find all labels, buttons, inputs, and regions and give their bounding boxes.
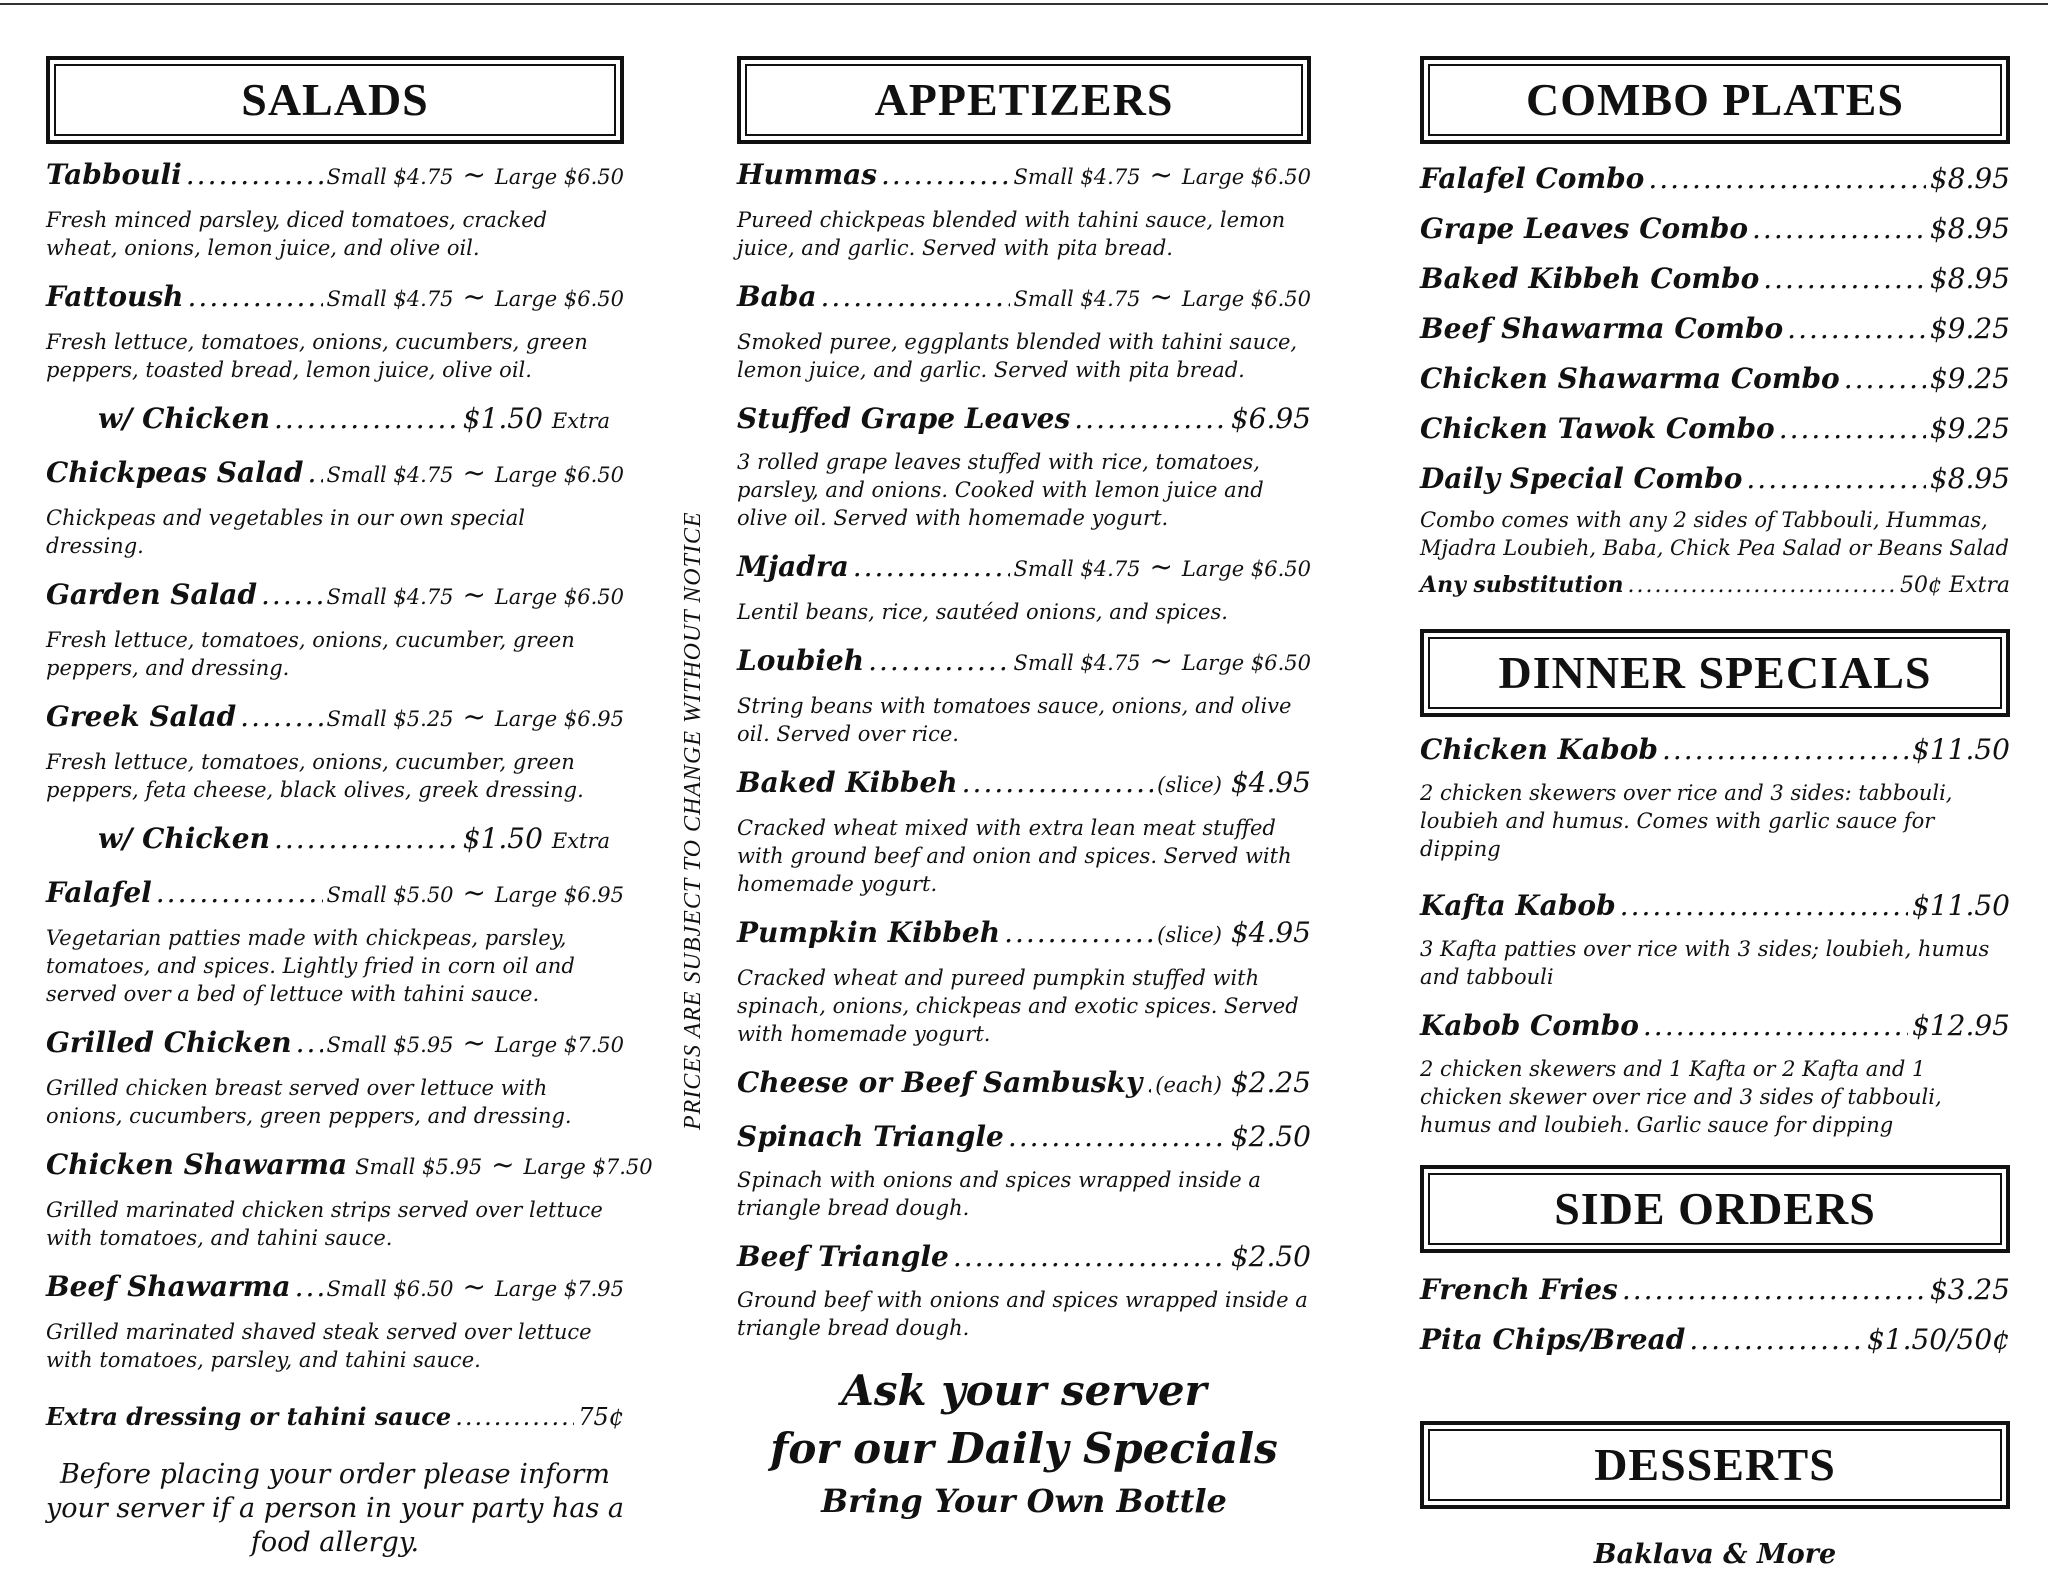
item-name: Chickpeas Salad: [46, 456, 304, 489]
item-price: $8.95: [1929, 262, 2010, 295]
item-price: $2.50: [1230, 1240, 1311, 1273]
combo-item: [1420, 304, 2010, 354]
item-name: Baked Kibbeh Combo: [1420, 262, 1760, 295]
price-unit: (slice): [1157, 773, 1222, 797]
combo-heading: COMBO PLATES: [1428, 64, 2002, 136]
price-small: Small $4.75: [326, 287, 454, 311]
item-description: Cracked wheat and pureed pumpkin stuffed with spinach, onions, chickpeas and exotic spices. Served with homemade yogurt.: [737, 966, 1299, 1046]
item-name: w/ Chicken: [98, 402, 270, 435]
price-small: Small $4.75: [1013, 287, 1141, 311]
item-name: Any substitution: [1420, 572, 1624, 598]
sides-heading: SIDE ORDERS: [1428, 1173, 2002, 1245]
appetizers-heading-box: [737, 56, 1311, 144]
price-separator: ~: [462, 700, 486, 733]
item-name: Daily Special Combo: [1420, 462, 1743, 495]
item-name: Hummas: [737, 158, 877, 191]
price-large: Large $6.50: [1181, 557, 1311, 581]
appetizer-item: [737, 644, 1311, 748]
extra-dressing: [46, 1400, 624, 1434]
appetizer-item: [737, 1120, 1311, 1222]
salads-column: [46, 56, 653, 1434]
substitution-row: [1420, 568, 2010, 603]
combo-item: [1420, 154, 2010, 204]
item-description: Fresh lettuce, tomatoes, onions, cucumber, green peppers, feta cheese, black olives, greek dressing.: [46, 750, 584, 802]
price-large: Large $7.50: [523, 1155, 653, 1179]
allergy-note: Before placing your order please inform your server if a person in your party has a food allergy.: [46, 1459, 624, 1558]
desserts-note: Baklava & More: [1593, 1539, 1837, 1570]
item-price: $1.50: [462, 822, 543, 855]
combo-heading-box: [1420, 56, 2010, 144]
item-description: Chickpeas and vegetables in our own special dressing.: [46, 506, 525, 558]
item-description: 2 chicken skewers over rice and 3 sides: tabbouli, loubieh and humus. Comes with garlic sauce for dipping: [1420, 781, 1953, 861]
combo-list: [1420, 154, 2010, 504]
item-description: Lentil beans, rice, sautéed onions, and spices.: [737, 600, 1228, 624]
item-price: $4.95: [1230, 916, 1311, 949]
price-separator: ~: [491, 1148, 515, 1181]
item-name: Beef Shawarma Combo: [1420, 312, 1784, 345]
item-price: $11.50: [1912, 889, 2010, 922]
item-name: Kafta Kabob: [1420, 889, 1616, 922]
price-unit: (each): [1155, 1073, 1222, 1097]
salad-item: [46, 280, 624, 384]
combo-note: Combo comes with any 2 sides of Tabbouli, Hummas, Mjadra Loubieh, Baba, Chick Pea Salad or Beans Salad: [1420, 508, 2009, 560]
appetizer-item: [737, 1066, 1311, 1102]
price-small: Small $5.95: [355, 1155, 483, 1179]
item-description: 2 chicken skewers and 1 Kafta or 2 Kafta and 1 chicken skewer over rice and 3 sides of tabbouli, humus and loubieh. Garlic sauce for dipping: [1420, 1057, 1942, 1137]
item-price: $1.50/50¢: [1866, 1323, 2010, 1356]
combo-item: [1420, 204, 2010, 254]
item-description: Grilled chicken breast served over lettuce with onions, cucumbers, green peppers, and dressing.: [46, 1076, 572, 1128]
item-price: $9.25: [1929, 362, 2010, 395]
price-large: Large $6.95: [494, 707, 624, 731]
salad-addon: [46, 822, 624, 858]
item-description: Fresh lettuce, tomatoes, onions, cucumber, green peppers, and dressing.: [46, 628, 575, 680]
price-unit: (slice): [1157, 923, 1222, 947]
item-description: Vegetarian patties made with chickpeas, parsley, tomatoes, and spices. Lightly fried in corn oil and served over a bed of lettuce with tahini sauce.: [46, 926, 575, 1006]
item-name: Mjadra: [737, 550, 849, 583]
item-description: Grilled marinated shaved steak served over lettuce with tomatoes, parsley, and tahini sauce.: [46, 1320, 592, 1372]
price-large: Large $6.50: [494, 585, 624, 609]
price-small: Small $4.75: [326, 585, 454, 609]
item-description: Cracked wheat mixed with extra lean meat stuffed with ground beef and onion and spices. Served with homemade yogurt.: [737, 816, 1292, 896]
side-item: [1420, 1265, 2010, 1315]
item-description: Fresh lettuce, tomatoes, onions, cucumbers, green peppers, toasted bread, lemon juice, olive oil.: [46, 330, 588, 382]
salad-item: [46, 1270, 624, 1374]
item-price: 50¢: [1900, 573, 1943, 598]
item-price: $1.50: [462, 402, 543, 435]
combo-item: [1420, 454, 2010, 504]
item-name: Stuffed Grape Leaves: [737, 402, 1071, 435]
extra-label: Extra: [1949, 573, 2010, 598]
price-small: Small $6.50: [326, 1277, 454, 1301]
salad-item: [46, 1026, 624, 1130]
item-name: Spinach Triangle: [737, 1120, 1004, 1153]
salad-item: [46, 456, 624, 560]
byob-note: Bring Your Own Bottle: [821, 1482, 1227, 1520]
item-price: $2.25: [1230, 1066, 1311, 1099]
price-small: Small $4.75: [326, 463, 454, 487]
item-price: $2.50: [1230, 1120, 1311, 1153]
item-price: $8.95: [1929, 212, 2010, 245]
item-name: Extra dressing or tahini sauce: [46, 1402, 452, 1431]
appetizers-heading: APPETIZERS: [745, 64, 1303, 136]
appetizers-column: [737, 56, 1311, 1524]
price-large: Large $6.50: [494, 287, 624, 311]
dinner-item: [1420, 889, 2010, 991]
daily-specials-line2: for our Daily Specials: [770, 1424, 1278, 1473]
item-description: Ground beef with onions and spices wrapped inside a triangle bread dough.: [737, 1288, 1308, 1340]
side-item: [1420, 1315, 2010, 1365]
price-separator: ~: [1149, 550, 1173, 583]
item-price: $8.95: [1929, 162, 2010, 195]
item-name: French Fries: [1420, 1273, 1618, 1306]
item-description: Grilled marinated chicken strips served over lettuce with tomatoes, and tahini sauce.: [46, 1198, 603, 1250]
price-small: Small $5.25: [326, 707, 454, 731]
price-separator: ~: [462, 876, 486, 909]
price-separator: ~: [1149, 158, 1173, 191]
item-description: Spinach with onions and spices wrapped inside a triangle bread dough.: [737, 1168, 1261, 1220]
item-name: Falafel Combo: [1420, 162, 1645, 195]
appetizer-item: [737, 280, 1311, 384]
price-separator: ~: [1149, 280, 1173, 313]
price-small: Small $4.75: [1013, 165, 1141, 189]
dinner-heading: DINNER SPECIALS: [1428, 637, 2002, 709]
item-description: Fresh minced parsley, diced tomatoes, cracked wheat, onions, lemon juice, and olive oil.: [46, 208, 548, 260]
item-price: $6.95: [1230, 402, 1311, 435]
price-separator: ~: [462, 1026, 486, 1059]
daily-specials-line1: Ask your server: [841, 1366, 1207, 1415]
item-price: $8.95: [1929, 462, 2010, 495]
item-name: Chicken Kabob: [1420, 733, 1658, 766]
item-name: Falafel: [46, 876, 152, 909]
price-change-notice: PRICES ARE SUBJECT TO CHANGE WITHOUT NOTICE: [680, 511, 706, 1130]
item-name: Beef Triangle: [737, 1240, 949, 1273]
item-name: Greek Salad: [46, 700, 237, 733]
item-price: $3.25: [1929, 1273, 2010, 1306]
price-large: Large $6.50: [1181, 165, 1311, 189]
item-description: 3 Kafta patties over rice with 3 sides; loubieh, humus and tabbouli: [1420, 937, 1990, 989]
item-price: $12.95: [1912, 1009, 2010, 1042]
dinner-item: [1420, 733, 2010, 863]
combo-item: [1420, 254, 2010, 304]
salad-item: [46, 578, 624, 682]
price-separator: ~: [462, 158, 486, 191]
salad-item: [46, 158, 624, 262]
price-small: Small $4.75: [326, 165, 454, 189]
price-large: Large $7.95: [494, 1277, 624, 1301]
item-price: $9.25: [1929, 312, 2010, 345]
item-description: String beans with tomatoes sauce, onions, and olive oil. Served over rice.: [737, 694, 1292, 746]
appetizer-item: [737, 766, 1311, 898]
combo-item: [1420, 354, 2010, 404]
item-name: Baba: [737, 280, 817, 313]
item-description: Pureed chickpeas blended with tahini sauce, lemon juice, and garlic. Served with pita bread.: [737, 208, 1286, 260]
desserts-heading-box: [1420, 1421, 2010, 1509]
sides-list: [1420, 1265, 2010, 1365]
item-name: Kabob Combo: [1420, 1009, 1639, 1042]
price-large: Large $7.50: [494, 1033, 624, 1057]
item-name: Pumpkin Kibbeh: [737, 916, 1001, 949]
extra-label: Extra: [551, 829, 610, 853]
item-name: Tabbouli: [46, 158, 182, 191]
item-name: Baked Kibbeh: [737, 766, 958, 799]
item-name: Cheese or Beef Sambusky: [737, 1066, 1143, 1099]
item-price: 75¢: [578, 1403, 624, 1431]
salads-heading: SALADS: [54, 64, 616, 136]
salad-addon: [46, 402, 624, 438]
dinner-item: [1420, 1009, 2010, 1139]
salad-item: [46, 876, 624, 1008]
appetizer-item: [737, 402, 1311, 532]
appetizer-item: [737, 550, 1311, 626]
desserts-heading: DESSERTS: [1428, 1429, 2002, 1501]
price-small: Small $4.75: [1013, 651, 1141, 675]
price-separator: ~: [462, 1270, 486, 1303]
sides-heading-box: [1420, 1165, 2010, 1253]
item-name: Chicken Shawarma Combo: [1420, 362, 1840, 395]
item-name: Grape Leaves Combo: [1420, 212, 1749, 245]
appetizer-item: [737, 916, 1311, 1048]
item-name: Chicken Tawok Combo: [1420, 412, 1775, 445]
price-separator: ~: [462, 280, 486, 313]
item-name: Chicken Shawarma: [46, 1148, 348, 1181]
item-name: Garden Salad: [46, 578, 258, 611]
price-small: Small $4.75: [1013, 557, 1141, 581]
item-price: $11.50: [1912, 733, 2010, 766]
item-description: 3 rolled grape leaves stuffed with rice, tomatoes, parsley, and onions. Cooked with lemon juice and olive oil. Served with homemade yogurt.: [737, 450, 1264, 530]
item-name: Grilled Chicken: [46, 1026, 292, 1059]
item-price: $9.25: [1929, 412, 2010, 445]
top-border: [0, 3, 2048, 5]
item-name: Pita Chips/Bread: [1420, 1323, 1686, 1356]
appetizer-item: [737, 1240, 1311, 1342]
combo-item: [1420, 404, 2010, 454]
price-separator: ~: [462, 578, 486, 611]
price-large: Large $6.50: [1181, 651, 1311, 675]
item-name: Fattoush: [46, 280, 184, 313]
salad-item: [46, 1148, 653, 1252]
salad-item: [46, 700, 624, 804]
appetizer-item: [737, 158, 1311, 262]
price-separator: ~: [462, 456, 486, 489]
price-small: Small $5.50: [326, 883, 454, 907]
item-price: $4.95: [1230, 766, 1311, 799]
item-name: w/ Chicken: [98, 822, 270, 855]
price-large: Large $6.50: [494, 165, 624, 189]
price-separator: ~: [1149, 644, 1173, 677]
price-small: Small $5.95: [326, 1033, 454, 1057]
item-name: Loubieh: [737, 644, 865, 677]
price-large: Large $6.50: [1181, 287, 1311, 311]
item-description: Smoked puree, eggplants blended with tahini sauce, lemon juice, and garlic. Served with pita bread.: [737, 330, 1298, 382]
price-large: Large $6.50: [494, 463, 624, 487]
salads-heading-box: [46, 56, 624, 144]
dinner-heading-box: [1420, 629, 2010, 717]
item-name: Beef Shawarma: [46, 1270, 291, 1303]
combo-column: [1420, 56, 2010, 1570]
extra-label: Extra: [551, 409, 610, 433]
price-large: Large $6.95: [494, 883, 624, 907]
